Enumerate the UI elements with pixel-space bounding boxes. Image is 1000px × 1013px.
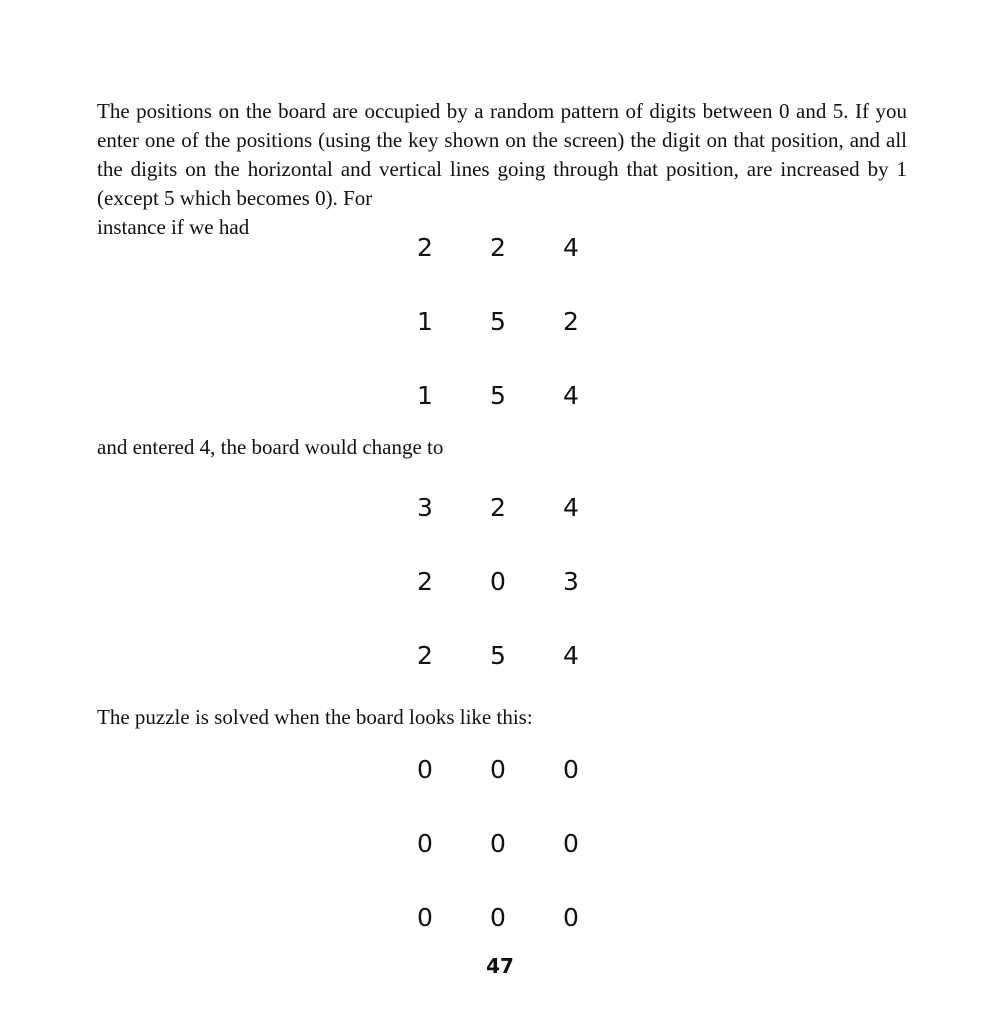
board-cell: 2 <box>417 641 433 670</box>
board-cell: 2 <box>417 233 433 262</box>
intro-paragraph-last-line: instance if we had <box>97 215 250 239</box>
board-cell: 4 <box>563 641 579 670</box>
board-cell: 5 <box>490 381 506 410</box>
board-cell: 2 <box>490 233 506 262</box>
board-cell: 1 <box>417 381 433 410</box>
board-row <box>395 567 615 641</box>
board-cell: 0 <box>490 755 506 784</box>
board-cell: 4 <box>563 233 579 262</box>
board-row <box>395 829 615 903</box>
board-cell: 0 <box>563 903 579 932</box>
board-cell: 4 <box>563 381 579 410</box>
board-cell: 0 <box>490 903 506 932</box>
page-number: 47 <box>486 954 514 978</box>
board-cell: 0 <box>563 755 579 784</box>
board-cell: 0 <box>417 755 433 784</box>
intro-paragraph: The positions on the board are occupied by a random pattern of digits between 0 and 5. If you enter one of the positions (using the key shown on the screen) the digit on that position, and all the digits on the horizontal and vertical lines going through that position, are increased by 1 (except 5 which becomes 0). For <box>97 99 907 210</box>
board-cell: 4 <box>563 493 579 522</box>
board-cell: 0 <box>490 567 506 596</box>
board-cell: 3 <box>417 493 433 522</box>
board-row <box>395 307 615 381</box>
board-row <box>395 493 615 567</box>
board-cell: 2 <box>563 307 579 336</box>
board-row <box>395 233 615 307</box>
board-solved <box>395 755 615 977</box>
board-cell: 5 <box>490 307 506 336</box>
board-cell: 2 <box>490 493 506 522</box>
board-cell: 0 <box>417 829 433 858</box>
board-cell: 2 <box>417 567 433 596</box>
board-row <box>395 755 615 829</box>
board-cell: 5 <box>490 641 506 670</box>
board-after <box>395 493 615 715</box>
transition-paragraph: and entered 4, the board would change to <box>97 435 444 459</box>
board-cell: 0 <box>563 829 579 858</box>
board-cell: 3 <box>563 567 579 596</box>
board-cell: 0 <box>417 903 433 932</box>
board-cell: 0 <box>490 829 506 858</box>
board-cell: 1 <box>417 307 433 336</box>
solved-paragraph: The puzzle is solved when the board looks like this: <box>97 705 533 729</box>
board-before <box>395 233 615 455</box>
